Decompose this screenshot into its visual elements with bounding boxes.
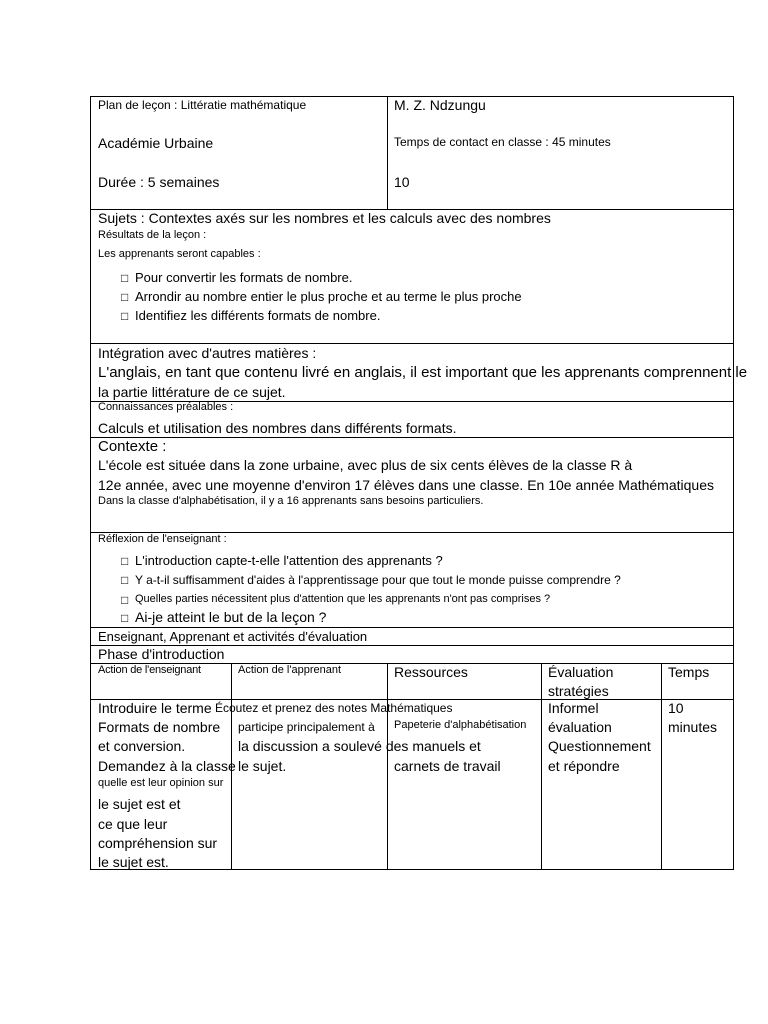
context-text: 12e année, avec une moyenne d'environ 17 élèves dans une classe. En 10e année Mathématiques (98, 477, 714, 493)
col-header-learner-action: Action de l'apprenant (238, 664, 342, 676)
learner-action-text: participe principalement à (238, 720, 375, 734)
prior-knowledge-title: Connaissances préalables : (98, 401, 234, 413)
checkbox-icon: □ (121, 309, 129, 323)
teacher-action-text: Formats de nombre (98, 719, 221, 735)
evaluation-text: Questionnement (548, 738, 651, 754)
prior-knowledge-text: Calculs et utilisation des nombres dans différents formats. (98, 420, 457, 436)
outcome-item: Pour convertir les formats de nombre. (135, 270, 353, 285)
learner-action-text: Écoutez et prenez des notes Mathématiques (215, 701, 453, 715)
grade: 10 (394, 174, 410, 190)
learner-action-text: le sujet. (238, 758, 287, 774)
resources-text: Papeterie d'alphabétisation (394, 719, 527, 731)
contact-time: Temps de contact en classe : 45 minutes (394, 135, 611, 149)
learner-action-text: la discussion a soulevé des manuels et (238, 738, 481, 754)
integration-text: la partie littérature de ce sujet. (98, 384, 286, 400)
teacher-action-text: le sujet est. (98, 854, 169, 870)
teacher-name: M. Z. Ndzungu (394, 97, 486, 113)
integration-title: Intégration avec d'autres matières : (98, 345, 317, 361)
checkbox-icon: □ (121, 290, 129, 304)
reflection-title: Réflexion de l'enseignant : (98, 533, 227, 545)
teacher-action-text: le sujet est et (98, 796, 181, 812)
outcome-item: Arrondir au nombre entier le plus proche et au terme le plus proche (135, 289, 522, 304)
col-header-teacher-action: Action de l'enseignant (98, 664, 201, 676)
phase-title: Phase d'introduction (98, 646, 225, 662)
teacher-action-text: compréhension sur (98, 835, 218, 851)
subjects-title: Sujets : Contextes axés sur les nombres et les calculs avec des nombres (98, 210, 551, 226)
evaluation-text: Informel (548, 700, 599, 716)
evaluation-text: évaluation (548, 719, 612, 735)
plan-title: Plan de leçon : Littératie mathématique (98, 98, 307, 112)
checkbox-icon: □ (121, 554, 129, 568)
teacher-action-text: Demandez à la classe (98, 758, 236, 774)
checkbox-icon: □ (121, 271, 129, 285)
evaluation-text: et répondre (548, 758, 620, 774)
reflection-item: Y a-t-il suffisamment d'aides à l'apprentissage pour que tout le monde puisse comprendre ? (135, 573, 621, 587)
reflection-item: Quelles parties nécessitent plus d'attention que les apprenants n'ont pas comprises ? (135, 593, 551, 605)
checkbox-icon: □ (121, 593, 129, 607)
context-text: Dans la classe d'alphabétisation, il y a 16 apprenants sans besoins particuliers. (98, 495, 484, 507)
teacher-action-text: Introduire le terme (98, 700, 212, 716)
integration-text: L'anglais, en tant que contenu livré en anglais, il est important que les apprenants comprennent le (98, 364, 748, 381)
context-title: Contexte : (98, 438, 167, 455)
activities-title: Enseignant, Apprenant et activités d'évaluation (98, 629, 368, 644)
reflection-item: Ai-je atteint le but de la leçon ? (135, 609, 327, 625)
context-text: L'école est située dans la zone urbaine, avec plus de six cents élèves de la classe R à (98, 457, 633, 473)
time-text: 10 (668, 700, 684, 716)
school-name: Académie Urbaine (98, 135, 214, 151)
col-header-resources: Ressources (394, 664, 468, 680)
resources-text: carnets de travail (394, 758, 501, 774)
checkbox-icon: □ (121, 611, 129, 625)
checkbox-icon: □ (121, 573, 129, 587)
col-header-evaluation: Évaluation (548, 664, 614, 680)
time-text: minutes (668, 719, 718, 735)
teacher-action-text: et conversion. (98, 738, 186, 754)
duration: Durée : 5 semaines (98, 174, 220, 190)
teacher-action-text: ce que leur (98, 816, 168, 832)
teacher-action-text: quelle est leur opinion sur (98, 777, 224, 789)
col-header-evaluation: stratégies (548, 683, 609, 699)
capable-label: Les apprenants seront capables : (98, 248, 261, 260)
reflection-item: L'introduction capte-t-elle l'attention des apprenants ? (135, 553, 443, 568)
results-label: Résultats de la leçon : (98, 229, 207, 241)
col-header-time: Temps (668, 664, 710, 680)
outcome-item: Identifiez les différents formats de nombre. (135, 308, 381, 323)
